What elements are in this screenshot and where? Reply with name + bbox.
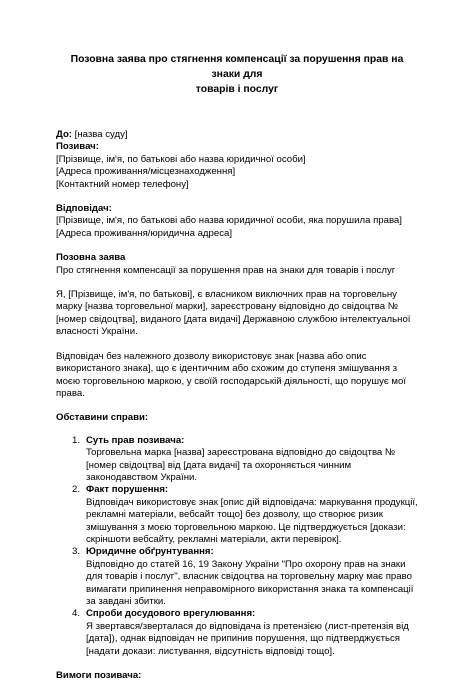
item-title: Спроби досудового врегулювання:	[86, 608, 256, 620]
item-title: Юридичне обґрунтування:	[86, 546, 214, 558]
list-item	[56, 608, 422, 658]
item-text: Відповідач використовує знак [опис дій відповідача: маркування продукції, рекламні матеріали, вебсайт тощо] без дозволу, що створює ризик змішування з моєю торговельною маркою. Це підтверджується [докази: скріншоти вебсайту, рекламні матеріали, акти перевірок].	[86, 496, 418, 545]
item-text: Відповідно до статей 16, 19 Закону України "Про охорону прав на знаки для товарів і послуг", власник свідоцтва на торговельну марку має право вимагати припинення неправомірного використання знака та компенсації за завдані збитки.	[86, 558, 414, 607]
list-item	[56, 435, 422, 485]
item-text: Я звертався/зверталася до відповідача із претензією (лист-претензія від [дата]), однак відповідач не припинив порушення, що підтверджується [надати докази: листування, відсутність відповіді тощо].	[86, 620, 409, 657]
title-line-1: Позовна заява про стягнення компенсації за порушення прав на знаки для	[70, 54, 404, 80]
item-number: 2.	[72, 484, 81, 496]
circumstances-heading: Обставини справи:	[56, 412, 149, 424]
circumstances-list	[56, 435, 422, 658]
defendant-label: Відповідач:	[56, 203, 112, 215]
item-number: 1.	[72, 434, 81, 446]
item-number: 4.	[72, 608, 81, 620]
list-item	[56, 546, 422, 608]
list-item	[56, 484, 422, 546]
claim-heading: Позовна заява	[56, 252, 126, 264]
paragraph-rights: Я, [Прізвище, ім'я, по батькові], є власником виключних прав на торговельну марку [назва торговельної марки], зареєстровану відповідно до свідоцтва № [номер свідоцтва], виданого [дата видачі] Державною службою інтелектуальної власності України.	[56, 289, 411, 338]
defendant-name: [Прізвище, ім'я, по батькові або назва юридичної особи, яка порушила права]	[56, 215, 402, 227]
plaintiff-name: [Прізвище, ім'я, по батькові або назва юридичної особи]	[56, 153, 306, 165]
court-value: [назва суду]	[72, 129, 128, 140]
court-line	[56, 129, 422, 141]
item-title: Суть прав позивача:	[86, 434, 185, 446]
document-body	[56, 129, 422, 682]
item-text: Торговельна марка [назва] зареєстрована відповідно до свідоцтва № [номер свідоцтва] від [дата видачі] та охороняється чинним законодавством України.	[86, 447, 396, 483]
plaintiff-label: Позивач:	[56, 141, 99, 153]
document-title	[56, 52, 418, 97]
paragraph-violation: Відповідач без належного дозволу використовує знак [назва або опис використаного знака], що є ідентичним або схожим до ступеня змішування з моєю торговельною маркою, у своїй господарській діяльності, що порушує мої права.	[56, 350, 407, 399]
court-label: До:	[56, 129, 73, 140]
plaintiff-phone: [Контактний номер телефону]	[56, 178, 189, 190]
defendant-address: [Адреса проживання/юридична адреса]	[56, 227, 232, 239]
requirements-heading: Вимоги позивача:	[56, 670, 142, 682]
title-line-2: товарів і послуг	[195, 84, 279, 95]
claim-subject: Про стягнення компенсації за порушення прав на знаки для товарів і послуг	[56, 264, 396, 276]
item-title: Факт порушення:	[86, 484, 169, 496]
item-number: 3.	[72, 546, 81, 558]
plaintiff-address: [Адреса проживання/місцезнаходження]	[56, 166, 236, 178]
